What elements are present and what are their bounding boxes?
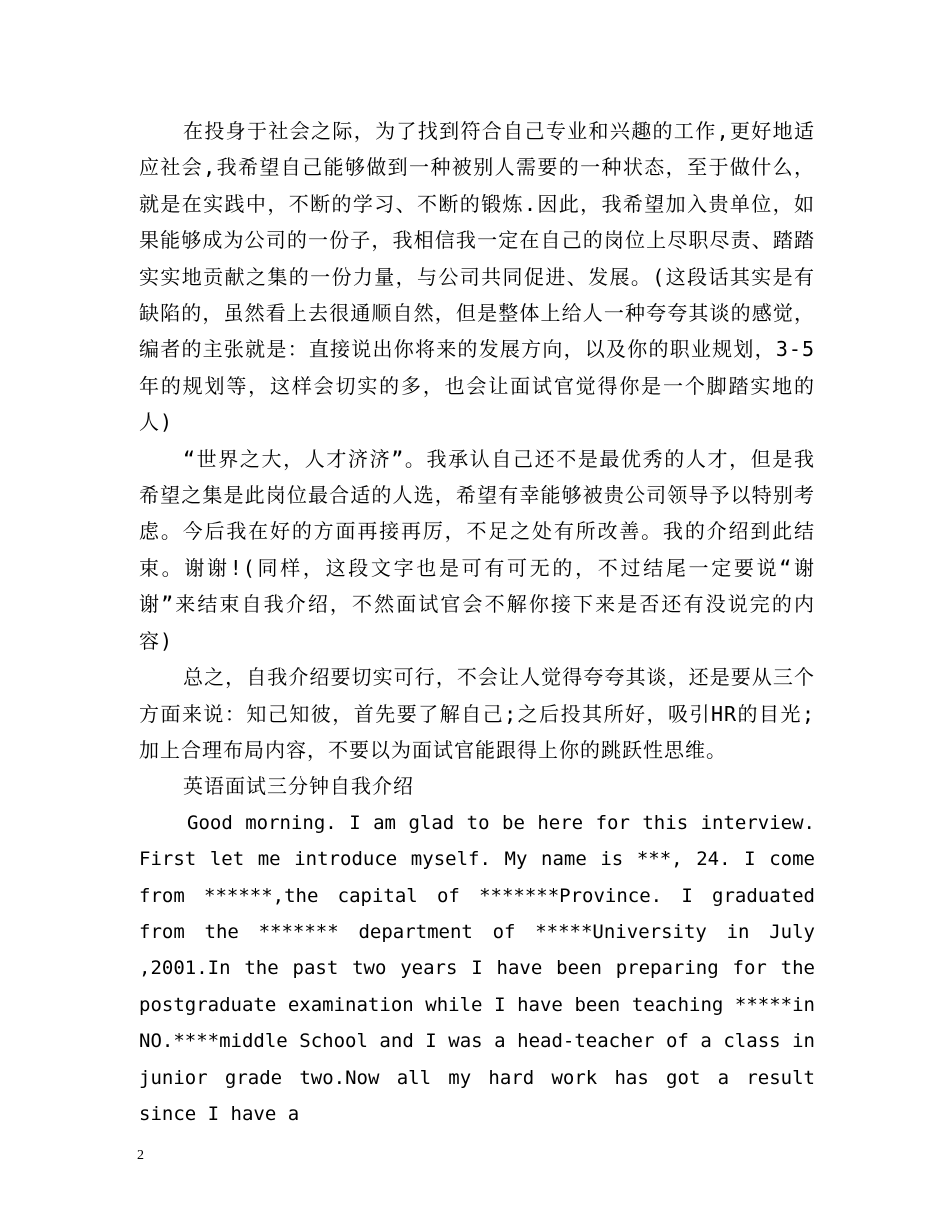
section-heading-english-intro: 英语面试三分钟自我介绍	[183, 774, 414, 799]
paragraph-english-intro: Good morning. I am glad to be here for this interview. First let me introduce myself. My name is ***, 24. I come from ******,the capital of *******Province. I graduated from the ******* department of *****University in July ,2001.In the past two years I have been preparing for the postgraduate examination while I have been teaching *****in NO.****middle School and I was a head-teacher of a class in junior grade two.Now all my hard work has got a result since I have a	[139, 811, 815, 1125]
page-number: 2	[137, 1148, 144, 1163]
document-body	[139, 113, 815, 1132]
paragraph-self-intro-body: 在投身于社会之际，为了找到符合自己专业和兴趣的工作,更好地适应社会,我希望自己能够做到一种被别人需要的一种状态，至于做什么，就是在实践中，不断的学习、不断的锻炼.因此，我希望加入贵单位，如果能够成为公司的一份子，我相信我一定在自己的岗位上尽职尽责、踏踏实实地贡献之集的一份力量，与公司共同促进、发展。(这段话其实是有缺陷的，虽然看上去很通顺自然，但是整体上给人一种夸夸其谈的感觉，编者的主张就是：直接说出你将来的发展方向，以及你的职业规划，3-5年的规划等，这样会切实的多，也会让面试官觉得你是一个脚踏实地的人)	[139, 119, 815, 435]
paragraph-summary: 总之，自我介绍要切实可行，不会让人觉得夸夸其谈，还是要从三个方面来说：知己知彼，首先要了解自己;之后投其所好，吸引HR的目光;加上合理布局内容，不要以为面试官能跟得上你的跳跃性思维。	[139, 665, 815, 762]
paragraph-closing-remarks: “世界之大，人才济济”。我承认自己还不是最优秀的人才，但是我希望之集是此岗位最合适的人选，希望有幸能够被贵公司领导予以特别考虑。今后我在好的方面再接再厉，不足之处有所改善。我的介绍到此结束。谢谢!(同样，这段文字也是可有可无的，不过结尾一定要说“谢谢”来结束自我介绍，不然面试官会不解你接下来是否还有没说完的内容)	[139, 446, 815, 653]
